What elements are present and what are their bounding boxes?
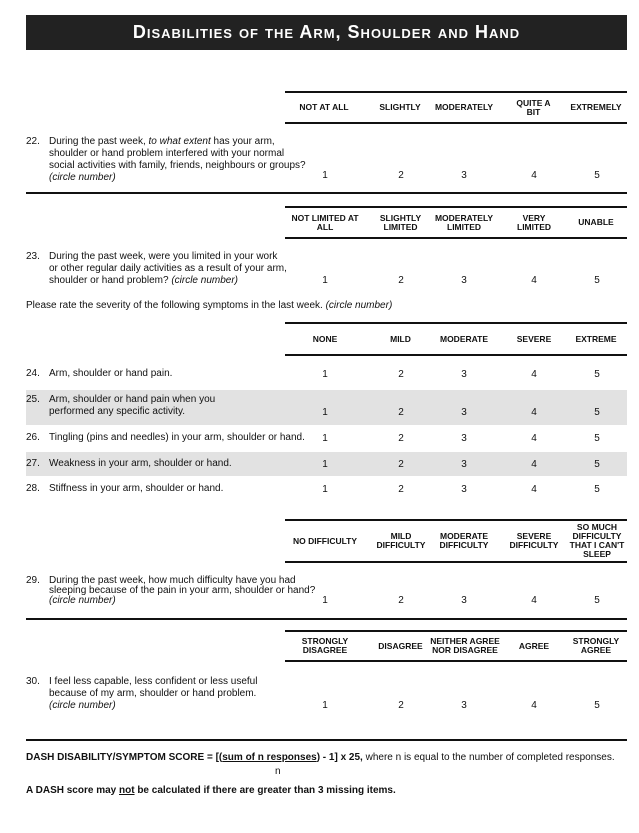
header-moderate: MODERATE	[439, 333, 488, 344]
divider	[26, 739, 627, 741]
answer-option[interactable]: 1	[322, 369, 328, 380]
answer-option[interactable]: 1	[322, 275, 328, 286]
answer-option[interactable]: 1	[322, 407, 328, 418]
answer-option[interactable]: 3	[461, 459, 467, 470]
answer-option[interactable]: 2	[398, 459, 404, 470]
answer-option[interactable]: 3	[461, 369, 467, 380]
answer-option[interactable]: 3	[461, 407, 467, 418]
header-strongly-disagree: STRONGLY DISAGREE	[301, 636, 349, 655]
divider	[26, 192, 627, 194]
header-slightly: SLIGHTLY	[379, 102, 421, 112]
score-denominator: n	[275, 766, 281, 777]
header-very-limited: VERY LIMITED	[517, 212, 551, 232]
question-number: 25.	[26, 394, 40, 405]
header-mild: MILD	[390, 333, 411, 344]
answer-option[interactable]: 3	[461, 484, 467, 495]
answer-option[interactable]: 4	[531, 433, 537, 444]
header-moderately-limited: MODERATELY LIMITED	[434, 212, 494, 232]
header-not-limited-at-all: NOT LIMITED AT ALL	[291, 212, 359, 232]
header-agree: AGREE	[518, 640, 550, 651]
answer-option[interactable]: 4	[531, 459, 537, 470]
question-24: 24. Arm, shoulder or hand pain.	[26, 368, 173, 379]
answer-option[interactable]: 5	[594, 369, 600, 380]
answer-option[interactable]: 2	[398, 407, 404, 418]
question-22: 22. During the past week, to what extent has your arm, shoulder or hand problem interfered with your normal social activities with family, friends, neighbours or groups? (circle number)	[26, 136, 306, 183]
answer-option[interactable]: 1	[322, 459, 328, 470]
answer-option[interactable]: 2	[398, 275, 404, 286]
header-no-difficulty: NO DIFFICULTY	[292, 535, 358, 546]
header-extremely: EXTREMELY	[570, 102, 622, 112]
answer-option[interactable]: 5	[594, 170, 600, 181]
answer-option[interactable]: 4	[531, 484, 537, 495]
header-extreme: EXTREME	[575, 333, 617, 344]
scale-header-difficulty	[285, 519, 627, 563]
answer-option[interactable]: 3	[461, 275, 467, 286]
answer-option[interactable]: 5	[594, 459, 600, 470]
answer-option[interactable]: 5	[594, 433, 600, 444]
answer-option[interactable]: 4	[531, 275, 537, 286]
form-title: Disabilities of the Arm, Shoulder and Hand	[26, 15, 627, 50]
answer-option[interactable]: 4	[531, 170, 537, 181]
question-number: 26.	[26, 432, 40, 443]
header-moderately: MODERATELY	[434, 102, 494, 112]
scale-header-limited	[285, 206, 627, 239]
question-number: 24.	[26, 368, 40, 379]
answer-option[interactable]: 4	[531, 700, 537, 711]
answer-option[interactable]: 2	[398, 595, 404, 606]
answer-option[interactable]: 1	[322, 484, 328, 495]
answer-option[interactable]: 4	[531, 595, 537, 606]
answer-option[interactable]: 1	[322, 700, 328, 711]
question-30: 30. I feel less capable, less confident or less useful because of my arm, shoulder or hand problem. (circle number)	[26, 676, 258, 711]
header-none: NONE	[312, 333, 338, 344]
header-strongly-agree: STRONGLY AGREE	[572, 636, 620, 655]
header-moderate-difficulty: MODERATE DIFFICULTY	[439, 531, 489, 550]
missing-items-note: A DASH score may not be calculated if there are greater than 3 missing items.	[26, 785, 396, 796]
question-26: 26. Tingling (pins and needles) in your arm, shoulder or hand.	[26, 432, 305, 443]
header-slightly-limited: SLIGHTLY LIMITED	[379, 212, 422, 232]
answer-option[interactable]: 3	[461, 700, 467, 711]
answer-option[interactable]: 2	[398, 433, 404, 444]
header-not-at-all: NOT AT ALL	[299, 102, 349, 112]
header-severe-difficulty: SEVERE DIFFICULTY	[509, 531, 559, 550]
answer-option[interactable]: 2	[398, 700, 404, 711]
header-unable: UNABLE	[578, 217, 614, 227]
answer-option[interactable]: 2	[398, 170, 404, 181]
question-29: 29. During the past week, how much difficulty have you had sleeping because of the pain in your arm, shoulder or hand? (circle number)	[26, 575, 316, 606]
answer-option[interactable]: 5	[594, 275, 600, 286]
answer-option[interactable]: 3	[461, 170, 467, 181]
score-label: DASH DISABILITY/SYMPTOM SCORE	[26, 752, 205, 763]
answer-option[interactable]: 5	[594, 595, 600, 606]
divider	[26, 618, 627, 620]
answer-option[interactable]: 1	[322, 595, 328, 606]
answer-option[interactable]: 1	[322, 433, 328, 444]
question-27: 27. Weakness in your arm, shoulder or hand.	[26, 458, 232, 469]
header-quite-a-bit: QUITE A BIT	[516, 97, 551, 117]
answer-option[interactable]: 5	[594, 484, 600, 495]
answer-option[interactable]: 1	[322, 170, 328, 181]
header-neither: NEITHER AGREE NOR DISAGREE	[430, 636, 500, 655]
header-severe: SEVERE	[516, 333, 552, 344]
answer-option[interactable]: 5	[594, 700, 600, 711]
score-formula: DASH DISABILITY/SYMPTOM SCORE = [(sum of n responses) - 1] x 25, where n is equal to the number of completed responses.	[26, 752, 615, 763]
scale-header-extent	[285, 91, 627, 124]
question-28: 28. Stiffness in your arm, shoulder or hand.	[26, 483, 224, 494]
question-number: 23.	[26, 251, 40, 262]
answer-option[interactable]: 2	[398, 484, 404, 495]
question-number: 27.	[26, 458, 40, 469]
answer-option[interactable]: 4	[531, 407, 537, 418]
header-disagree: DISAGREE	[378, 640, 423, 651]
scale-header-agreement	[285, 630, 627, 662]
answer-option[interactable]: 3	[461, 433, 467, 444]
question-number: 28.	[26, 483, 40, 494]
question-number: 30.	[26, 676, 40, 687]
answer-option[interactable]: 4	[531, 369, 537, 380]
question-number: 22.	[26, 136, 40, 147]
question-number: 29.	[26, 575, 40, 586]
answer-option[interactable]: 3	[461, 595, 467, 606]
answer-option[interactable]: 2	[398, 369, 404, 380]
header-mild-difficulty: MILD DIFFICULTY	[376, 531, 426, 550]
question-23: 23. During the past week, were you limited in your work or other regular daily activities as a result of your arm, shoulder or hand problem? (circle number)	[26, 251, 287, 286]
question-25: 25. Arm, shoulder or hand pain when you performed any specific activity.	[26, 394, 216, 417]
rate-instruction: Please rate the severity of the following symptoms in the last week. (circle number)	[26, 300, 393, 311]
answer-option[interactable]: 5	[594, 407, 600, 418]
scale-header-severity	[285, 322, 627, 356]
header-cant-sleep: SO MUCH DIFFICULTY THAT I CAN'T SLEEP	[569, 522, 625, 559]
